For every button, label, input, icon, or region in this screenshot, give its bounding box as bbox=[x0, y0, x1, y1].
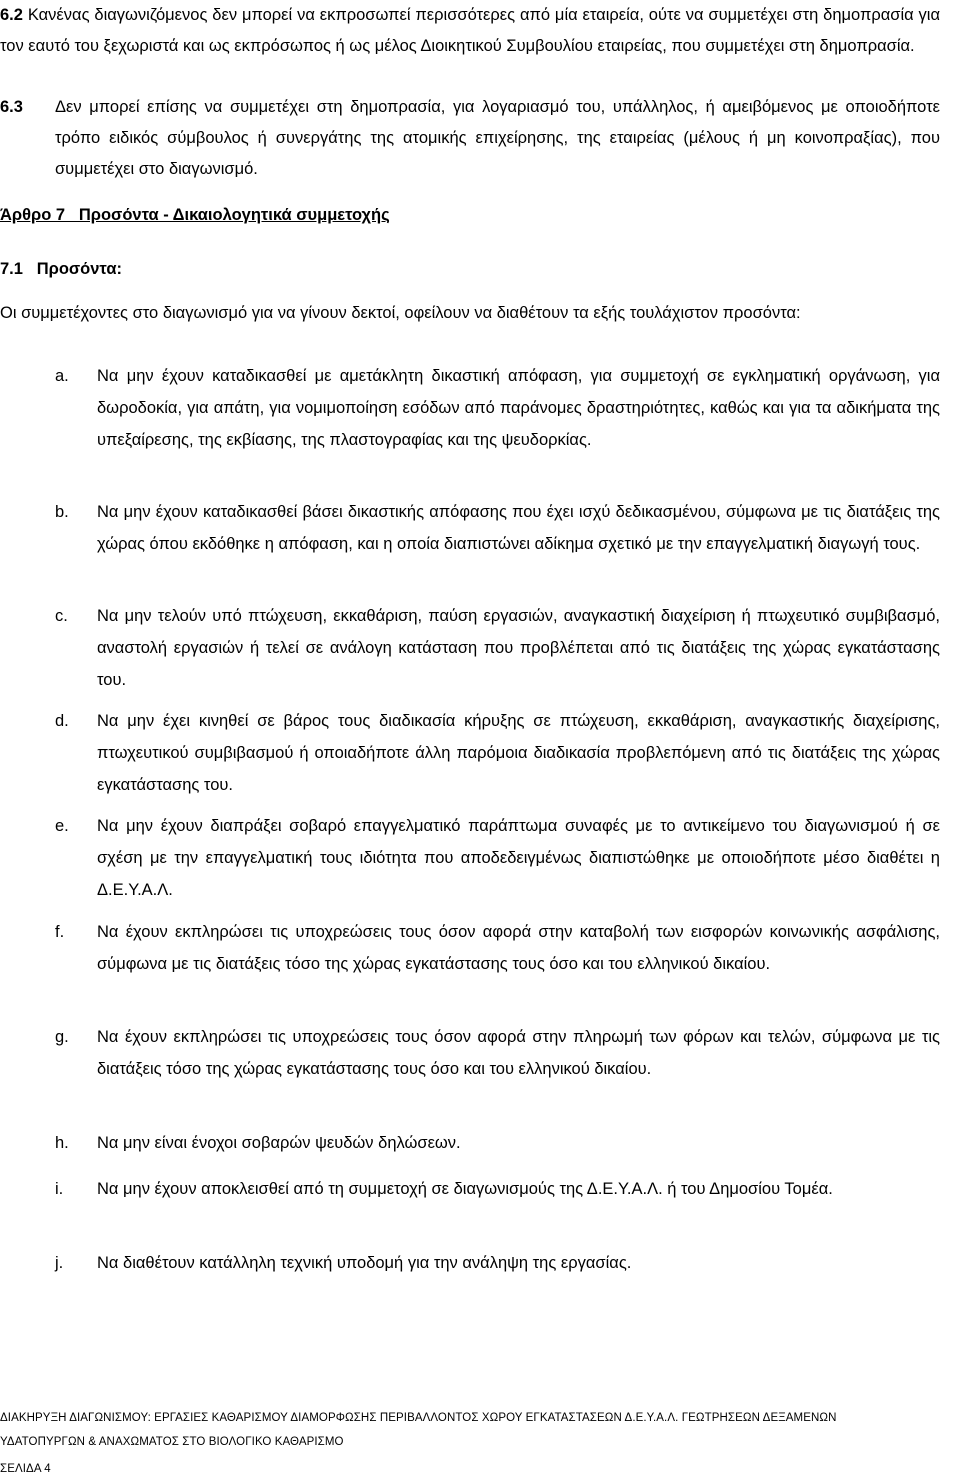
list-item bbox=[55, 1248, 940, 1280]
item-marker: i. bbox=[55, 1180, 64, 1198]
list-item bbox=[55, 1022, 940, 1086]
item-text: Να μην έχει κινηθεί σε βάρος τους διαδικασία κήρυξης σε πτώχευση, εκκαθάριση, αναγκαστικής διαχείρισης, πτωχευτικού συμβιβασμού ή οποιαδήποτε άλλη παρόμοια διαδικασία προβλεπόμενη από τις διατάξεις της χώρας εγκατάστασης του. bbox=[97, 712, 940, 794]
paragraph-text: Κανένας διαγωνιζόμενος δεν μπορεί να εκπροσωπεί περισσότερες από μία εταιρεία, ούτε να συμμετέχει στη δημοπρασία για τον εαυτό του ξεχωριστά και ως εκπρόσωπος ή ως μέλος Διοικητικού Συμβουλίου εταιρείας, που συμμετέχει στη δημοπρασία. bbox=[0, 6, 940, 55]
list-item bbox=[55, 361, 940, 456]
item-marker: g. bbox=[55, 1028, 69, 1046]
list-item bbox=[55, 1128, 940, 1160]
paragraph-text: Δεν μπορεί επίσης να συμμετέχει στη δημοπρασία, για λογαριασμό του, υπάλληλος, ή αμειβόμενος με οποιοδήποτε τρόπο ειδικός σύμβουλος ή συνεργάτης της ατομικής επιχείρησης, της εταιρείας (μέλους ή μη κοινοπραξίας), που συμμετέχει στο διαγωνισμό. bbox=[55, 98, 940, 178]
article-7-intro: Οι συμμετέχοντες στο διαγωνισμό για να γίνουν δεκτοί, οφείλουν να διαθέτουν τα εξής τουλάχιστον προσόντα: bbox=[0, 304, 801, 322]
paragraph-6-3 bbox=[0, 92, 940, 185]
footer bbox=[0, 1410, 960, 1477]
item-marker: b. bbox=[55, 503, 69, 521]
page-number: 4 bbox=[44, 1463, 51, 1475]
footer-title-line-2: ΥΔΑΤΟΠΥΡΓΩΝ & ΑΝΑΧΩΜΑΤΟΣ ΣΤΟ ΒΙΟΛΟΓΙΚΟ ΚΑΘΑΡΙΣΜΟ bbox=[0, 1436, 344, 1448]
item-text: Να έχουν εκπληρώσει τις υποχρεώσεις τους όσον αφορά στην καταβολή των εισφορών κοινωνικής ασφάλισης, σύμφωνα με τις διατάξεις τόσο της χώρας εγκατάστασης τους όσο και του ελληνικού δικαίου. bbox=[97, 923, 940, 973]
paragraph-number: 6.2 bbox=[0, 6, 23, 24]
list-item bbox=[55, 601, 940, 696]
item-marker: h. bbox=[55, 1134, 69, 1152]
list-item bbox=[55, 706, 940, 801]
item-marker: c. bbox=[55, 607, 68, 625]
item-marker: f. bbox=[55, 923, 65, 941]
article-7-heading: Άρθρο 7 Προσόντα - Δικαιολογητικά συμμετοχής bbox=[0, 206, 390, 224]
paragraph-6-2 bbox=[0, 0, 940, 62]
list-item bbox=[55, 917, 940, 981]
list-item bbox=[55, 497, 940, 561]
item-text: Να μην έχουν αποκλεισθεί από τη συμμετοχή σε διαγωνισμούς της Δ.Ε.Υ.Α.Λ. ή του Δημοσίου Τομέα. bbox=[97, 1180, 833, 1198]
item-text: Να μην έχουν καταδικασθεί με αμετάκλητη δικαστική απόφαση, για συμμετοχή σε εγκληματική οργάνωση, για δωροδοκία, για απάτη, για νομιμοποίηση εσόδων από παράνομες δραστηριότητες, καθώς και για τα αδικήματα της υπεξαίρεσης, της εκβίασης, της πλαστογραφίας και της ψευδορκίας. bbox=[97, 367, 940, 449]
item-text: Να έχουν εκπληρώσει τις υποχρεώσεις τους όσον αφορά στην πληρωμή των φόρων και τελών, σύμφωνα με τις διατάξεις τόσο της χώρας εγκατάστασης τους όσο και του ελληνικού δικαίου. bbox=[97, 1028, 940, 1078]
item-text: Να μην τελούν υπό πτώχευση, εκκαθάριση, παύση εργασιών, αναγκαστική διαχείριση ή πτωχευτικό συμβιβασμό, αναστολή εργασιών ή τελεί σε ανάλογη κατάσταση που προβλέπεται από τις διατάξεις της χώρας εγκατάστασης του. bbox=[97, 607, 940, 689]
page-indicator bbox=[0, 1461, 960, 1477]
item-text: Να μην έχουν καταδικασθεί βάσει δικαστικής απόφασης που έχει ισχύ δεδικασμένου, σύμφωνα με τις διατάξεις της χώρας όπου εκδόθηκε η απόφαση, και η οποία διαπιστώνει αδίκημα σχετικό με την επαγγελματική διαγωγή τους. bbox=[97, 503, 940, 553]
list-item bbox=[55, 1174, 940, 1206]
item-marker: e. bbox=[55, 817, 69, 835]
footer-title-line-1: ΔΙΑΚΗΡΥΞΗ ΔΙΑΓΩΝΙΣΜΟΥ: ΕΡΓΑΣΙΕΣ ΚΑΘΑΡΙΣΜΟΥ ΔΙΑΜΟΡΦΩΣΗΣ ΠΕΡΙΒΑΛΛΟΝΤΟΣ ΧΩΡΟΥ ΕΓΚΑΤΑΣΤΑΣΕΩΝ Δ.Ε.Υ.Α.Λ. ΓΕΩΤΡΗΣΕΩΝ ΔΕΞΑΜΕΝΩΝ bbox=[0, 1412, 837, 1424]
item-marker: j. bbox=[55, 1254, 64, 1272]
paragraph-number: 6.3 bbox=[0, 98, 23, 116]
item-marker: d. bbox=[55, 712, 69, 730]
item-text: Να μην έχουν διαπράξει σοβαρό επαγγελματικό παράπτωμα συναφές με το αντικείμενο του διαγωνισμού ή σε σχέση με την επαγγελματική τους ιδιότητα που αποδεδειγμένως διαπιστώθηκε με οποιοδήποτε μέσο διαθέτει η Δ.Ε.Υ.Α.Λ. bbox=[97, 817, 940, 899]
page-label: ΣΕΛΙΔΑ bbox=[0, 1463, 41, 1475]
list-item bbox=[55, 811, 940, 906]
item-text: Να διαθέτουν κατάλληλη τεχνική υποδομή για την ανάληψη της εργασίας. bbox=[97, 1254, 632, 1272]
item-text: Να μην είναι ένοχοι σοβαρών ψευδών δηλώσεων. bbox=[97, 1134, 461, 1152]
subsection-7-1: 7.1 Προσόντα: bbox=[0, 260, 122, 278]
item-marker: a. bbox=[55, 367, 69, 385]
